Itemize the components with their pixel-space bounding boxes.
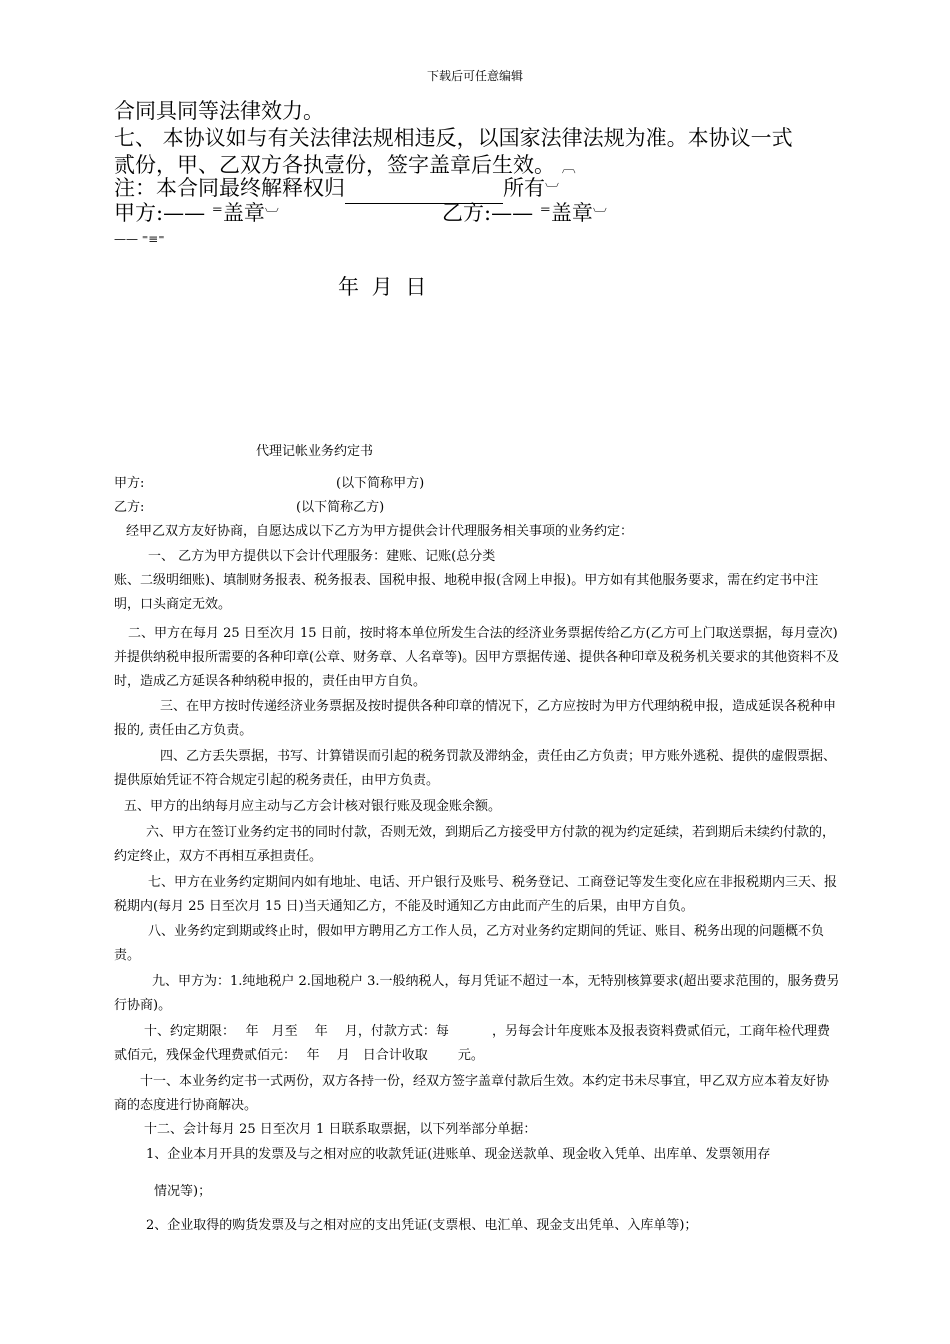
clause-5: 五、甲方的出纳每月应主动与乙方会计核对银行账及现金账余额。	[124, 799, 502, 814]
party-b-sign-label: 乙方:	[442, 201, 492, 225]
party-a-sign-line: —— ⁼	[163, 201, 223, 225]
party-b-stamp: 盖章	[550, 201, 593, 225]
party-b-stamp-mark: ︺	[592, 208, 607, 224]
note-suffix: 所有	[503, 176, 545, 200]
bracket-mark: ︹	[561, 160, 576, 176]
top-line-1: 合同具同等法律效力。	[114, 99, 324, 123]
note-mark: ︺	[545, 183, 559, 199]
sign-date: 年 月 日	[338, 275, 427, 299]
clause-10: 十、约定期限： 年 月至 年 月，付款方式：每 ，另每会计年度账本及报表资料费贰佰元，工商年检代理费贰佰元，残保金代理费贰佰元： 年 月 日合计收取 元。	[114, 1024, 831, 1063]
clause-3: 三、在甲方按时传递经济业务票据及按时提供各种印章的情况下，乙方应按时为甲方代理纳税申报，造成延误各税种申报的, 责任由乙方负责。	[114, 699, 837, 738]
party-b-sign-line: —— ⁼	[491, 201, 551, 225]
intro-paragraph: 经甲乙双方友好协商，自愿达成以下乙方为甲方提供会计代理服务相关事项的业务约定：	[126, 524, 634, 539]
trailing-dash: —— ⁼≡⁼	[114, 232, 165, 246]
party-a-label: 甲方:	[114, 476, 145, 491]
note-prefix: 注：本合同最终解释权归	[114, 176, 345, 200]
party-b-label: 乙方:	[114, 500, 145, 515]
clause-4: 四、乙方丢失票据，书写、计算错误而引起的税务罚款及滞纳金，责任由乙方负责；甲方账外逃税、提供的虚假票据、提供原始凭证不符合规定引起的税务责任，由甲方负责。	[114, 749, 837, 788]
party-b-note: (以下简称乙方)	[296, 500, 385, 515]
party-a-signature	[114, 200, 279, 229]
clause-12: 十二、会计每月 25 日至次月 1 日联系取票据，以下列举部分单据：	[144, 1122, 537, 1137]
clause-9: 九、甲方为：1.纯地税户 2.国地税户 3.一般纳税人，每月凭证不超过一本，无特别核算要求(超出要求范围的，服务费另行协商)。	[114, 974, 840, 1013]
top-line-3-text: 贰份，甲、乙双方各执壹份，签字盖章后生效。	[114, 153, 555, 177]
clause-7: 七、甲方在业务约定期间内如有地址、电话、开户银行及账号、税务登记、工商登记等发生变化应在非报税期内三天、报税期内(每月 25 日至次月 15 日)当天通知乙方，不能及时通知乙方由此而产生的后果，由甲方自负。	[114, 875, 838, 914]
party-a-stamp: 盖章	[222, 201, 265, 225]
party-a-sign-label: 甲方:	[114, 201, 164, 225]
top-line-2: 七、 本协议如与有关法律法规相违反，以国家法律法规为准。本协议一式	[114, 126, 793, 150]
clause-1-rest: 账、二级明细账)、填制财务报表、税务报表、国税申报、地税申报(含网上申报)。甲方如有其他服务要求，需在约定书中注明，口头商定无效。	[114, 573, 819, 612]
clause-12-item-1: 1、企业本月开具的发票及与之相对应的收款凭证(进账单、现金送款单、现金收入凭单、出库单、发票领用存	[146, 1147, 771, 1162]
party-b-signature	[442, 200, 607, 229]
clause-12-item-2: 2、企业取得的购货发票及与之相对应的支出凭证(支票根、电汇单、现金支出凭单、入库单等)；	[146, 1218, 698, 1233]
party-a-stamp-mark: ︺	[264, 208, 279, 224]
clause-8: 八、业务约定到期或终止时，假如甲方聘用乙方工作人员，乙方对业务约定期间的凭证、账目、税务出现的问题概不负责。	[114, 924, 825, 963]
contract-title: 代理记帐业务约定书	[256, 444, 374, 459]
clause-2: 二、甲方在每月 25 日至次月 15 日前，按时将本单位所发生合法的经济业务票据传给乙方(乙方可上门取送票据，每月壹次)并提供纳税申报所需要的各种印章(公章、财务章、人名章等)。因甲方票据传递、提供各种印章及税务机关要求的其他资料不及时，造成乙方延误各种纳税申报的，责任由甲方自负。	[114, 626, 840, 689]
party-a-note: (以下简称甲方)	[336, 476, 425, 491]
clause-1-first-line: 一、 乙方为甲方提供以下会计代理服务：建账、记账(总分类	[148, 549, 496, 564]
clause-12-item-1-cont: 情况等)；	[154, 1184, 212, 1199]
page-header: 下载后可任意编辑	[426, 69, 523, 83]
clause-6: 六、甲方在签订业务约定书的同时付款，否则无效，到期后乙方接受甲方付款的视为约定延续，若到期后未续约付款的，约定终止，双方不再相互承担责任。	[114, 825, 836, 864]
clause-11: 十一、本业务约定书一式两份，双方各持一份，经双方签字盖章付款后生效。本约定书未尽事宜，甲乙双方应本着友好协商的态度进行协商解决。	[114, 1074, 830, 1113]
